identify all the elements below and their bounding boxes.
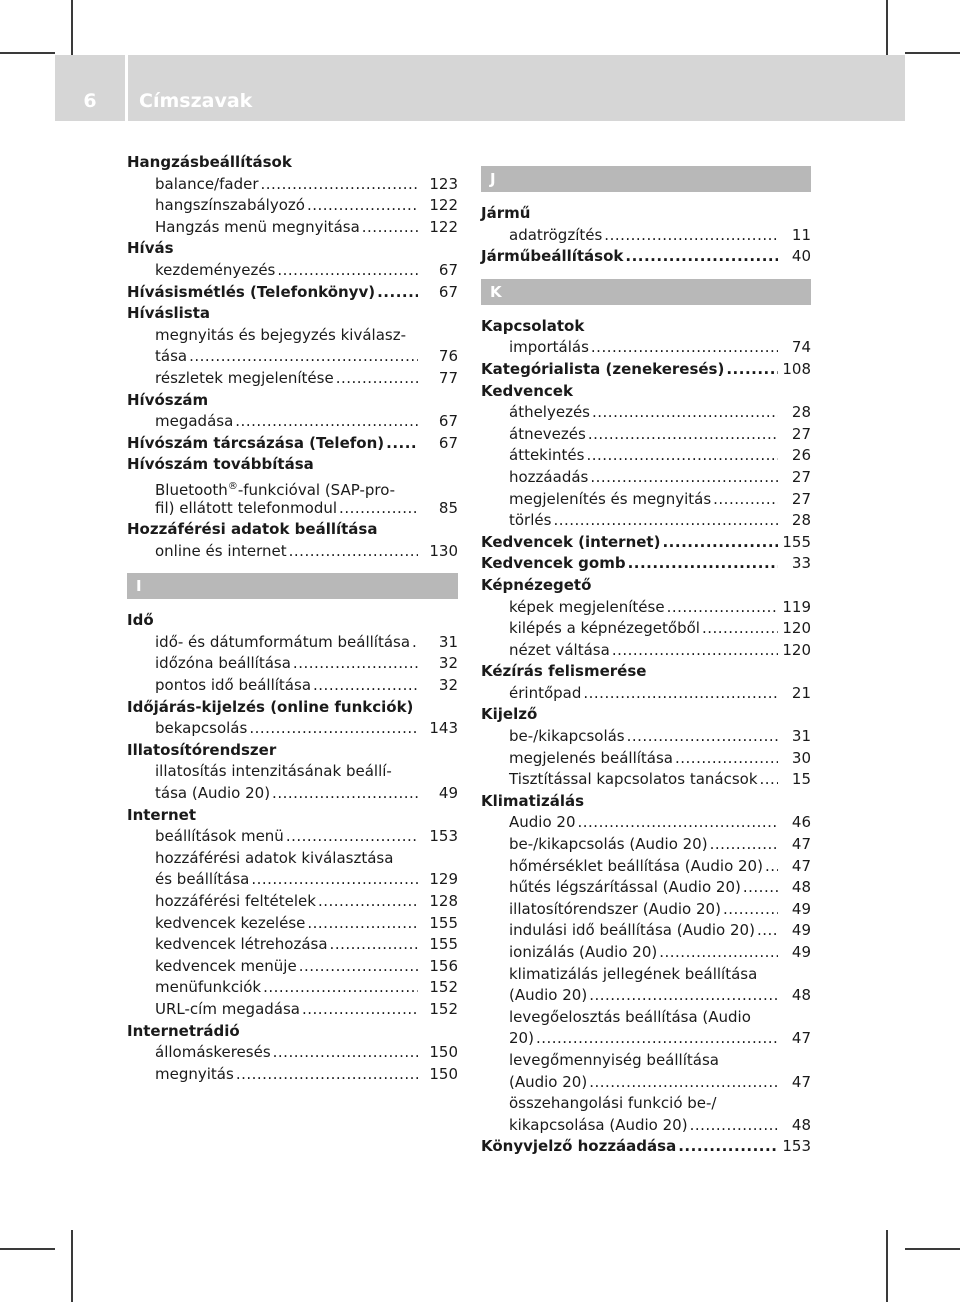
index-subentry: [481, 812, 811, 834]
dot-leader: [612, 640, 778, 662]
index-subentry: [127, 195, 458, 217]
index-column-right: [481, 155, 811, 1158]
entry-text: Audio 20: [509, 813, 576, 832]
index-subentry: [127, 346, 458, 368]
page-reference: 74: [791, 338, 811, 357]
index-subentry: [481, 1028, 811, 1050]
crop-mark: [0, 1248, 55, 1250]
page-reference: 152: [429, 999, 458, 1018]
dot-leader: [589, 985, 778, 1007]
dot-leader: [536, 1028, 778, 1050]
section-letter-bar: I: [127, 573, 458, 599]
dot-leader: [591, 337, 778, 359]
dot-leader: [578, 812, 779, 834]
page-reference: 49: [791, 943, 811, 961]
entry-text: megjelenés beállítása: [509, 748, 673, 767]
index-heading: [481, 381, 811, 403]
page-reference: 152: [429, 978, 458, 997]
index-heading: [127, 238, 458, 260]
index-subentry: [127, 476, 458, 498]
entry-text: állomáskeresés: [155, 1043, 271, 1062]
entry-text: indulási idő beállítása (Audio 20): [509, 921, 755, 940]
index-subentry: [127, 653, 458, 675]
page-reference: 49: [791, 899, 811, 918]
crop-mark: [71, 1230, 73, 1302]
index-subentry: [481, 1007, 811, 1029]
dot-leader: [553, 510, 778, 532]
index-subentry: [127, 632, 458, 654]
entry-text: képek megjelenítése: [509, 597, 665, 616]
dot-leader: [362, 217, 418, 239]
entry-text: Kedvencek: [481, 381, 573, 400]
index-heading: [481, 203, 811, 225]
dot-leader: [662, 532, 778, 554]
page-reference: 153: [782, 1137, 811, 1156]
entry-text: URL-cím megadása: [155, 999, 300, 1018]
entry-text: törlés: [509, 511, 552, 530]
index-heading: [127, 454, 458, 476]
index-subentry: [481, 834, 811, 856]
entry-text: kedvencek létrehozása: [155, 935, 328, 954]
entry-text: megadása: [155, 412, 234, 431]
index-subentry: [127, 934, 458, 956]
entry-text: Idő: [127, 611, 154, 630]
page-reference: 129: [429, 870, 458, 889]
dot-leader: [690, 1115, 778, 1137]
index-heading: [481, 246, 811, 268]
entry-text: kilépés a képnézegetőből: [509, 619, 700, 638]
page-reference: 47: [791, 835, 811, 854]
dot-leader: [723, 899, 778, 921]
entry-text: be-/kikapcsolás: [509, 727, 625, 746]
dot-leader: [757, 920, 778, 942]
entry-text: 20): [509, 1029, 534, 1048]
page-reference: 67: [438, 282, 458, 301]
page-reference: 48: [791, 986, 811, 1005]
dot-leader: [625, 246, 778, 268]
index-subentry: [127, 977, 458, 999]
index-subentry: [127, 368, 458, 390]
page-reference: 33: [791, 554, 811, 573]
entry-text: Kézírás felismerése: [481, 662, 647, 681]
dot-leader: [289, 541, 418, 563]
index-subentry: [481, 985, 811, 1007]
index-heading: [481, 704, 811, 726]
dot-leader: [765, 856, 778, 878]
entry-text: Hívószám továbbítása: [127, 455, 314, 474]
index-heading: [127, 390, 458, 412]
entry-text: Internetrádió: [127, 1021, 240, 1040]
page-reference: 32: [438, 654, 458, 673]
index-heading: [481, 553, 811, 575]
entry-text: illatosítás intenzitásának beállí-: [155, 762, 392, 781]
index-subentry: [127, 718, 458, 740]
index-subentry: [481, 877, 811, 899]
entry-text: átnevezés: [509, 424, 586, 443]
page-reference: 128: [429, 892, 458, 910]
index-subentry: [127, 1064, 458, 1086]
entry-text: Kedvencek (internet): [481, 532, 661, 551]
dot-leader: [339, 498, 418, 520]
page-reference: 108: [782, 359, 811, 378]
page-reference: 123: [429, 174, 458, 193]
index-subentry: [127, 826, 458, 848]
page-reference: 27: [791, 467, 811, 486]
index-subentry: [127, 675, 458, 697]
entry-text: Bluetooth®-funkcióval (SAP-pro-: [155, 480, 396, 499]
header-divider: [125, 55, 128, 121]
crop-mark: [0, 52, 55, 54]
index-subentry: [481, 726, 811, 748]
entry-text: Kedvencek gomb: [481, 554, 626, 573]
index-heading: [481, 532, 811, 554]
index-subentry: [127, 761, 458, 783]
page-reference: 122: [429, 196, 458, 215]
entry-text: Kijelző: [481, 705, 538, 724]
entry-text: levegőmennyiség beállítása: [509, 1050, 719, 1069]
page-reference: 120: [782, 640, 811, 659]
index-subentry: [127, 174, 458, 196]
index-heading: [127, 805, 458, 827]
page-reference: 32: [438, 676, 458, 695]
dot-leader: [189, 346, 418, 368]
dot-leader: [299, 956, 418, 978]
page-reference: 120: [782, 619, 811, 638]
entry-text: hangszínszabályozó: [155, 196, 305, 215]
dot-leader: [675, 748, 778, 770]
index-subentry: [481, 337, 811, 359]
index-heading: [481, 1136, 811, 1158]
entry-text: Képnézegető: [481, 575, 592, 594]
dot-leader: [702, 618, 778, 640]
index-subentry: [481, 445, 811, 467]
index-subentry: [481, 748, 811, 770]
entry-text: Hívás: [127, 239, 174, 258]
index-subentry: [127, 411, 458, 433]
entry-text: levegőelosztás beállítása (Audio: [509, 1007, 751, 1026]
dot-leader: [659, 942, 778, 964]
dot-leader: [330, 934, 418, 956]
dot-leader: [604, 225, 778, 247]
dot-leader: [710, 834, 778, 856]
dot-leader: [627, 726, 778, 748]
dot-leader: [251, 869, 418, 891]
index-subentry: [481, 1050, 811, 1072]
entry-text: tása: [155, 347, 188, 366]
dot-leader: [743, 877, 778, 899]
page-reference: 31: [438, 632, 458, 651]
index-subentry: [481, 1072, 811, 1094]
dot-leader: [272, 783, 418, 805]
index-subentry: [127, 541, 458, 563]
dot-leader: [318, 891, 418, 913]
index-subentry: [481, 402, 811, 424]
index-subentry: [481, 683, 811, 705]
page-reference: 47: [791, 1029, 811, 1048]
dot-leader: [261, 174, 419, 196]
page-reference: 85: [438, 498, 458, 517]
page-reference: 67: [438, 412, 458, 431]
page-reference: 28: [791, 511, 811, 530]
dot-leader: [760, 769, 778, 791]
index-subentry: [481, 856, 811, 878]
entry-text: Járműbeállítások: [481, 247, 624, 266]
index-subentry: [127, 260, 458, 282]
page-reference: 77: [438, 368, 458, 387]
entry-text: Hozzáférési adatok beállítása: [127, 520, 378, 539]
entry-text: megnyitás és bejegyzés kiválasz-: [155, 325, 406, 344]
index-subentry: [481, 489, 811, 511]
entry-text: részletek megjelenítése: [155, 368, 334, 387]
entry-text: Internet: [127, 805, 197, 824]
page-title: Címszavak: [139, 90, 253, 112]
entry-text: Hívószám tárcsázása (Telefon): [127, 433, 385, 452]
entry-text: online és internet: [155, 541, 287, 560]
dot-leader: [236, 1064, 418, 1086]
index-heading: [127, 740, 458, 762]
dot-leader: [263, 977, 418, 999]
index-heading: [127, 519, 458, 541]
entry-text: nézet váltása: [509, 640, 610, 659]
entry-text: (Audio 20): [509, 986, 588, 1005]
page-reference: 150: [429, 1064, 458, 1083]
index-heading: [481, 661, 811, 683]
dot-leader: [586, 445, 778, 467]
dot-leader: [336, 368, 418, 390]
entry-text: ionizálás (Audio 20): [509, 943, 658, 961]
entry-text: időzóna beállítása: [155, 654, 291, 673]
index-subentry: [481, 1115, 811, 1137]
dot-leader: [377, 282, 418, 304]
page-reference: 48: [791, 1115, 811, 1134]
index-subentry: [481, 964, 811, 986]
index-heading: [127, 433, 458, 455]
dot-leader: [277, 260, 418, 282]
entry-text: és beállítása: [155, 870, 250, 889]
index-subentry: [127, 783, 458, 805]
entry-text: kedvencek menüje: [155, 956, 297, 975]
entry-text: Klimatizálás: [481, 791, 585, 810]
page-reference: 27: [791, 489, 811, 508]
entry-text: hűtés légszárítással (Audio 20): [509, 878, 741, 897]
crop-mark: [905, 52, 960, 54]
page-reference: 15: [791, 770, 811, 789]
page-reference: 40: [791, 247, 811, 266]
index-subentry: [481, 424, 811, 446]
entry-text: pontos idő beállítása: [155, 676, 312, 695]
entry-text: megnyitás: [155, 1064, 234, 1083]
entry-text: be-/kikapcsolás (Audio 20): [509, 835, 708, 854]
entry-text: (Audio 20): [509, 1072, 588, 1091]
entry-text: kedvencek kezelése: [155, 913, 306, 932]
entry-text: Kapcsolatok: [481, 316, 585, 335]
entry-text: érintőpad: [509, 683, 582, 702]
entry-text: Tisztítással kapcsolatos tanácsok: [509, 770, 758, 789]
index-subentry: [481, 618, 811, 640]
entry-text: Hangzás menü megnyitása: [155, 217, 360, 236]
dot-leader: [235, 411, 418, 433]
entry-text: összehangolási funkció be-/: [509, 1094, 717, 1113]
page-reference: 155: [429, 913, 458, 932]
dot-leader: [588, 424, 778, 446]
entry-text: menüfunkciók: [155, 978, 262, 997]
entry-text: Könyvjelző hozzáadása: [481, 1137, 677, 1156]
entry-text: hozzáadás: [509, 467, 589, 486]
index-subentry: [127, 913, 458, 935]
page-reference: 67: [438, 433, 458, 452]
page-reference: 21: [791, 683, 811, 702]
index-subentry: [481, 1093, 811, 1115]
dot-leader: [293, 653, 418, 675]
dot-leader: [713, 489, 778, 511]
index-subentry: [127, 891, 458, 913]
dot-leader: [313, 675, 418, 697]
crop-mark: [905, 1248, 960, 1250]
page-number: 6: [83, 90, 97, 112]
entry-text: adatrögzítés: [509, 225, 603, 244]
entry-text: tása (Audio 20): [155, 784, 271, 803]
entry-text: balance/fader: [155, 174, 259, 193]
page-reference: 11: [791, 225, 811, 244]
page-reference: 27: [791, 424, 811, 443]
index-heading: [481, 791, 811, 813]
index-subentry: [481, 640, 811, 662]
page-reference: 49: [438, 784, 458, 803]
entry-text: hőmérséklet beállítása (Audio 20): [509, 856, 763, 875]
dot-leader: [678, 1136, 778, 1158]
entry-text: illatosítórendszer (Audio 20): [509, 899, 721, 918]
section-letter-bar: K: [481, 279, 811, 305]
index-column-left: [127, 152, 458, 1085]
entry-text: Kategórialista (zenekeresés): [481, 359, 725, 378]
page-reference: 119: [782, 597, 811, 616]
dot-leader: [273, 1042, 418, 1064]
crop-mark: [886, 0, 888, 55]
page-reference: 76: [438, 347, 458, 366]
entry-text: hozzáférési feltételek: [155, 892, 316, 910]
entry-text: Időjárás-kijelzés (online funkciók): [127, 697, 414, 716]
dot-leader: [592, 402, 778, 424]
index-heading: [127, 152, 458, 174]
page-reference: 46: [791, 813, 811, 832]
page-reference: 47: [791, 856, 811, 875]
dot-leader: [386, 433, 418, 455]
index-heading: [127, 610, 458, 632]
index-subentry: [127, 217, 458, 239]
entry-text: klimatizálás jellegének beállítása: [509, 964, 758, 983]
entry-text: Jármű: [481, 204, 531, 222]
dot-leader: [412, 632, 418, 654]
crop-mark: [71, 0, 73, 55]
entry-text: Illatosítórendszer: [127, 740, 277, 759]
page-reference: 28: [791, 403, 811, 422]
index-subentry: [127, 325, 458, 347]
index-subentry: [127, 869, 458, 891]
index-subentry: [127, 999, 458, 1021]
index-subentry: [481, 510, 811, 532]
index-subentry: [481, 942, 811, 964]
entry-text: Híváslista: [127, 304, 211, 323]
page-reference: 143: [429, 719, 458, 738]
index-heading: [127, 303, 458, 325]
entry-text: áttekintés: [509, 446, 585, 465]
page-reference: 122: [429, 217, 458, 236]
dot-leader: [302, 999, 418, 1021]
index-subentry: [481, 597, 811, 619]
page-reference: 155: [782, 532, 811, 551]
dot-leader: [590, 467, 778, 489]
page-reference: 150: [429, 1043, 458, 1062]
entry-text: áthelyezés: [509, 403, 590, 422]
index-heading: [481, 316, 811, 338]
index-subentry: [127, 1042, 458, 1064]
page-reference: 49: [791, 921, 811, 940]
entry-text: hozzáférési adatok kiválasztása: [155, 848, 394, 867]
dot-leader: [307, 913, 418, 935]
page-reference: 155: [429, 935, 458, 954]
page-reference: 47: [791, 1072, 811, 1091]
page-reference: 153: [429, 827, 458, 846]
dot-leader: [249, 718, 418, 740]
entry-text: Hívásismétlés (Telefonkönyv): [127, 282, 376, 301]
page-reference: 30: [791, 748, 811, 767]
dot-leader: [628, 553, 778, 575]
index-subentry: [127, 956, 458, 978]
index-heading: [127, 1021, 458, 1043]
entry-text: bekapcsolás: [155, 719, 248, 738]
dot-leader: [286, 826, 418, 848]
index-heading: [481, 575, 811, 597]
index-subentry: [481, 920, 811, 942]
index-subentry: [481, 225, 811, 247]
page-reference: 26: [791, 446, 811, 465]
index-subentry: [481, 769, 811, 791]
index-subentry: [127, 848, 458, 870]
index-heading: [481, 359, 811, 381]
dot-leader: [583, 683, 778, 705]
entry-text: importálás: [509, 338, 589, 357]
index-heading: [127, 697, 458, 719]
dot-leader: [307, 195, 418, 217]
entry-text: kezdeményezés: [155, 260, 276, 279]
crop-mark: [886, 1230, 888, 1302]
index-subentry: [127, 498, 458, 520]
page-reference: 67: [438, 260, 458, 279]
entry-text: fil) ellátott telefonmodul: [155, 498, 338, 517]
entry-text: idő- és dátumformátum beállítása: [155, 632, 411, 651]
index-subentry: [481, 467, 811, 489]
page-reference: 156: [429, 956, 458, 975]
page-reference: 130: [429, 541, 458, 560]
dot-leader: [589, 1072, 778, 1094]
dot-leader: [726, 359, 778, 381]
section-letter-bar: J: [481, 166, 811, 192]
index-subentry: [481, 899, 811, 921]
dot-leader: [667, 597, 778, 619]
page-reference: 48: [791, 878, 811, 897]
page-reference: 31: [791, 727, 811, 746]
entry-text: beállítások menü: [155, 827, 284, 846]
entry-text: megjelenítés és megnyitás: [509, 489, 712, 508]
entry-text: Hangzásbeállítások: [127, 153, 292, 171]
index-heading: [127, 282, 458, 304]
entry-text: Hívószám: [127, 390, 209, 409]
entry-text: kikapcsolása (Audio 20): [509, 1115, 688, 1134]
